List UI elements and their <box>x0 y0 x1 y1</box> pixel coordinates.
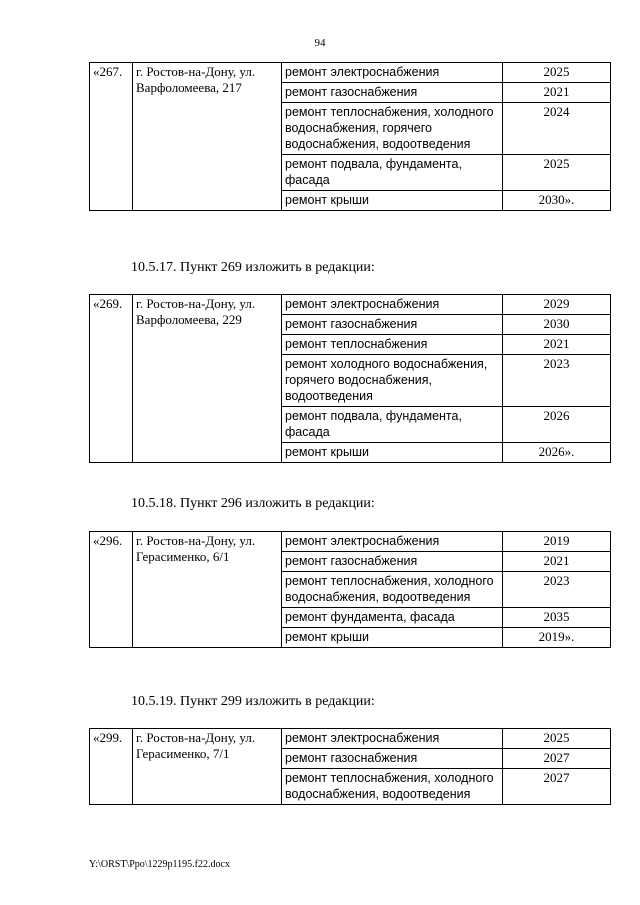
work-cell: ремонт газоснабжения <box>282 315 503 335</box>
year-cell: 2021 <box>503 335 611 355</box>
paragraph-10-5-19: 10.5.19. Пункт 299 изложить в редакции: <box>131 694 375 709</box>
work-cell: ремонт газоснабжения <box>282 83 503 103</box>
work-cell: ремонт теплоснабжения, холодного водоснабжения, горячего водоснабжения, водоотведения <box>282 103 503 155</box>
work-cell: ремонт теплоснабжения, холодного водоснабжения, водоотведения <box>282 572 503 608</box>
work-cell: ремонт электроснабжения <box>282 729 503 749</box>
work-cell: ремонт подвала, фундамента, фасада <box>282 407 503 443</box>
table-row <box>90 295 611 315</box>
year-cell: 2027 <box>503 749 611 769</box>
table-item-299 <box>89 728 611 805</box>
work-cell: ремонт крыши <box>282 191 503 211</box>
year-cell: 2029 <box>503 295 611 315</box>
item-number: «296. <box>90 532 133 648</box>
table-item-296 <box>89 531 611 648</box>
year-cell: 2021 <box>503 552 611 572</box>
work-cell: ремонт теплоснабжения <box>282 335 503 355</box>
year-cell: 2026 <box>503 407 611 443</box>
page-number: 94 <box>314 37 326 49</box>
year-cell: 2027 <box>503 769 611 805</box>
item-number: «269. <box>90 295 133 463</box>
work-cell: ремонт газоснабжения <box>282 749 503 769</box>
work-cell: ремонт электроснабжения <box>282 295 503 315</box>
work-cell: ремонт холодного водоснабжения, горячего водоснабжения, водоотведения <box>282 355 503 407</box>
work-cell: ремонт крыши <box>282 628 503 648</box>
item-number: «267. <box>90 63 133 211</box>
year-cell: 2030». <box>503 191 611 211</box>
table-item-267 <box>89 62 611 211</box>
work-cell: ремонт теплоснабжения, холодного водоснабжения, водоотведения <box>282 769 503 805</box>
paragraph-10-5-17: 10.5.17. Пункт 269 изложить в редакции: <box>131 260 375 275</box>
year-cell: 2025 <box>503 729 611 749</box>
item-address: г. Ростов-на-Дону, ул. Варфоломеева, 217 <box>133 63 282 211</box>
item-number: «299. <box>90 729 133 805</box>
paragraph-10-5-18: 10.5.18. Пункт 296 изложить в редакции: <box>131 496 375 511</box>
year-cell: 2035 <box>503 608 611 628</box>
work-cell: ремонт электроснабжения <box>282 532 503 552</box>
year-cell: 2024 <box>503 103 611 155</box>
year-cell: 2023 <box>503 572 611 608</box>
table-row <box>90 729 611 749</box>
item-address: г. Ростов-на-Дону, ул. Варфоломеева, 229 <box>133 295 282 463</box>
year-cell: 2026». <box>503 443 611 463</box>
work-cell: ремонт подвала, фундамента, фасада <box>282 155 503 191</box>
work-cell: ремонт электроснабжения <box>282 63 503 83</box>
work-cell: ремонт газоснабжения <box>282 552 503 572</box>
year-cell: 2025 <box>503 63 611 83</box>
table-row <box>90 63 611 83</box>
year-cell: 2023 <box>503 355 611 407</box>
work-cell: ремонт фундамента, фасада <box>282 608 503 628</box>
file-path-footer: Y:\ORST\Ppo\1229p1195.f22.docx <box>89 859 230 870</box>
work-cell: ремонт крыши <box>282 443 503 463</box>
year-cell: 2019». <box>503 628 611 648</box>
year-cell: 2021 <box>503 83 611 103</box>
item-address: г. Ростов-на-Дону, ул. Герасименко, 7/1 <box>133 729 282 805</box>
year-cell: 2025 <box>503 155 611 191</box>
table-item-269 <box>89 294 611 463</box>
year-cell: 2019 <box>503 532 611 552</box>
item-address: г. Ростов-на-Дону, ул. Герасименко, 6/1 <box>133 532 282 648</box>
table-row <box>90 532 611 552</box>
year-cell: 2030 <box>503 315 611 335</box>
